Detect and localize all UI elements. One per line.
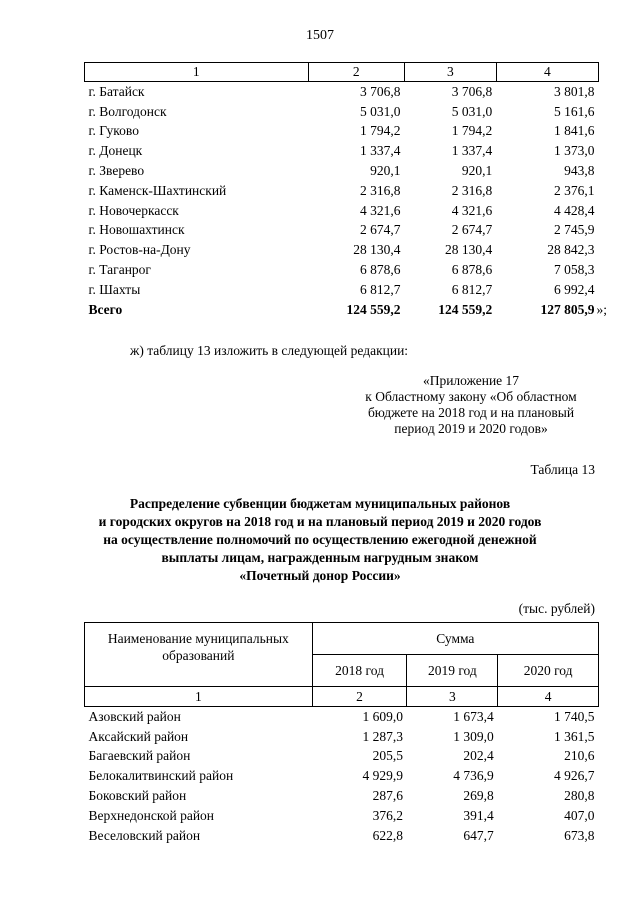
- header-row-top: [85, 623, 599, 655]
- value-2018: 1 337,4: [360, 143, 401, 159]
- table-label: Таблица 13: [530, 462, 595, 477]
- col-municipality-line-1: Наименование муниципальных: [107, 631, 289, 646]
- value-2018: 5 031,0: [360, 103, 401, 119]
- municipality-name: г. Новочеркасск: [88, 202, 179, 218]
- value-2020: 3 801,8: [554, 83, 595, 99]
- table-row: [85, 260, 599, 280]
- value-2020: 4 428,4: [554, 202, 595, 218]
- value-2020: 5 161,6: [554, 103, 595, 119]
- value-2020: 943,8: [564, 163, 595, 179]
- value-2020: 2 745,9: [554, 222, 595, 238]
- col-year-2019: 2019 год: [407, 655, 498, 687]
- value-2018: 4 321,6: [360, 202, 401, 218]
- value-2019: 28 130,4: [444, 242, 493, 258]
- value-2019: 4 321,6: [451, 202, 493, 218]
- table-row: [85, 141, 599, 161]
- value-2018: 205,5: [372, 748, 403, 764]
- value-2020: 210,6: [564, 748, 595, 764]
- total-2020-value: 127 805,9: [540, 301, 595, 317]
- closing-quote: »;: [596, 301, 608, 317]
- value-2020: 673,8: [564, 827, 595, 843]
- value-2019: 269,8: [463, 788, 494, 804]
- value-2020: 28 842,3: [547, 242, 595, 258]
- value-2018: 1 287,3: [362, 728, 403, 744]
- municipality-name: г. Гуково: [88, 123, 139, 139]
- col-municipality-header: [85, 623, 313, 687]
- col-year-2018: 2018 год: [312, 655, 407, 687]
- appendix-line-2: к Областному закону «Об областном: [365, 389, 577, 404]
- value-2019: 1 309,0: [453, 728, 494, 744]
- value-2020: 1 361,5: [554, 728, 595, 744]
- table-row: [85, 747, 599, 767]
- municipality-name: г. Зверево: [88, 163, 145, 179]
- value-2018: 2 674,7: [360, 222, 401, 238]
- municipality-name: Боковский район: [88, 788, 187, 804]
- col-num-2: 2: [312, 687, 407, 707]
- col-num-1: 1: [85, 687, 313, 707]
- value-2020: 6 992,4: [554, 281, 595, 297]
- value-2018: 2 316,8: [360, 182, 401, 198]
- municipality-name: г. Новошахтинск: [88, 222, 185, 238]
- value-2018: 6 812,7: [360, 281, 401, 297]
- col-num-4: 4: [498, 687, 599, 707]
- value-2019: 391,4: [463, 807, 494, 823]
- total-2020: [496, 300, 608, 320]
- value-2019: 920,1: [461, 163, 493, 179]
- value-2018: 622,8: [372, 827, 403, 843]
- municipality-name: г. Волгодонск: [88, 103, 167, 119]
- value-2019: 647,7: [463, 827, 494, 843]
- table-row: [85, 806, 599, 826]
- table-row: [85, 161, 599, 181]
- table-row: [85, 82, 599, 102]
- value-2020: 1 841,6: [554, 123, 595, 139]
- col-year-2020: 2020 год: [498, 655, 599, 687]
- value-2019: 1 337,4: [451, 143, 493, 159]
- value-2019: 2 674,7: [451, 222, 493, 238]
- value-2018: 287,6: [372, 788, 403, 804]
- table-row: [85, 727, 599, 747]
- table-row: [85, 707, 599, 727]
- subvention-table: [84, 622, 599, 846]
- value-2018: 3 706,8: [360, 83, 401, 99]
- col-number-2: 2: [308, 63, 404, 82]
- table-row: [85, 181, 599, 201]
- municipality-name: г. Донецк: [88, 143, 143, 159]
- value-2018: 1 794,2: [360, 123, 401, 139]
- table-row: [85, 826, 599, 846]
- value-2019: 4 736,9: [453, 768, 494, 784]
- value-2018: 376,2: [372, 807, 403, 823]
- value-2019: 6 812,7: [451, 281, 493, 297]
- municipality-name: г. Шахты: [88, 281, 141, 297]
- value-2019: 2 316,8: [451, 182, 493, 198]
- municipality-name: Аксайский район: [88, 728, 189, 744]
- appendix-line-3: бюджете на 2018 год и на плановый: [367, 405, 575, 420]
- title-line-2: и городских округов на 2018 год и на плановый период 2019 и 2020 годов: [98, 514, 542, 529]
- value-2018: 920,1: [370, 163, 401, 179]
- table-row: [85, 280, 599, 300]
- table-row: [85, 240, 599, 260]
- value-2020: 7 058,3: [554, 262, 595, 278]
- title-line-1: Распределение субвенции бюджетам муниципальных районов: [129, 496, 511, 511]
- table-row: [85, 201, 599, 221]
- appendix-line-4: период 2019 и 2020 годов»: [394, 421, 548, 436]
- value-2020: 280,8: [564, 788, 595, 804]
- units-label: (тыс. рублей): [518, 601, 595, 616]
- col-number-3: 3: [405, 63, 497, 82]
- value-2020: 2 376,1: [554, 182, 595, 198]
- total-label: Всего: [88, 301, 123, 317]
- municipality-name: г. Ростов-на-Дону: [88, 242, 191, 258]
- municipal-table-continued: [84, 62, 608, 320]
- col-num-3: 3: [407, 687, 498, 707]
- table-row: [85, 766, 599, 786]
- value-2019: 3 706,8: [451, 83, 493, 99]
- appendix-line-1: «Приложение 17: [422, 373, 520, 388]
- col-municipality-line-2: образований: [162, 648, 235, 663]
- title-line-4: выплаты лицам, награжденным нагрудным знаком: [161, 550, 479, 565]
- table-header-row: [85, 63, 599, 82]
- value-2019: 1 673,4: [453, 708, 494, 724]
- title-line-5: «Почетный донор России»: [239, 568, 401, 583]
- table-row: [85, 221, 599, 241]
- total-2018: 124 559,2: [346, 301, 401, 317]
- municipality-name: Верхнедонской район: [88, 807, 215, 823]
- value-2018: 4 929,9: [362, 768, 403, 784]
- total-row: [85, 300, 599, 320]
- col-sum-header: Сумма: [312, 623, 598, 655]
- value-2020: 1 373,0: [554, 143, 595, 159]
- page-number: 1507: [306, 28, 334, 43]
- value-2020: 1 740,5: [554, 708, 595, 724]
- table-row: [85, 122, 599, 142]
- value-2019: 6 878,6: [451, 262, 493, 278]
- value-2018: 28 130,4: [353, 242, 401, 258]
- municipality-name: г. Батайск: [88, 83, 145, 99]
- header-row-numbers: [85, 687, 599, 707]
- total-2019: 124 559,2: [438, 301, 493, 317]
- value-2020: 407,0: [564, 807, 595, 823]
- value-2019: 1 794,2: [451, 123, 493, 139]
- title-line-3: на осуществление полномочий по осуществлению ежегодной денежной: [103, 532, 537, 547]
- municipality-name: г. Таганрог: [88, 262, 151, 278]
- value-2020: 4 926,7: [554, 768, 595, 784]
- municipality-name: Азовский район: [88, 708, 181, 724]
- col-number-4: 4: [496, 63, 598, 82]
- table-row: [85, 102, 599, 122]
- municipality-name: Веселовский район: [88, 827, 201, 843]
- value-2018: 1 609,0: [362, 708, 403, 724]
- value-2019: 5 031,0: [451, 103, 493, 119]
- municipality-name: г. Каменск-Шахтинский: [88, 182, 227, 198]
- municipality-name: Белокалитвинский район: [88, 768, 234, 784]
- value-2019: 202,4: [463, 748, 494, 764]
- table-row: [85, 786, 599, 806]
- amendment-instruction: ж) таблицу 13 изложить в следующей редакции:: [130, 343, 409, 358]
- col-number-1: 1: [85, 63, 309, 82]
- municipality-name: Багаевский район: [88, 748, 191, 764]
- value-2018: 6 878,6: [360, 262, 401, 278]
